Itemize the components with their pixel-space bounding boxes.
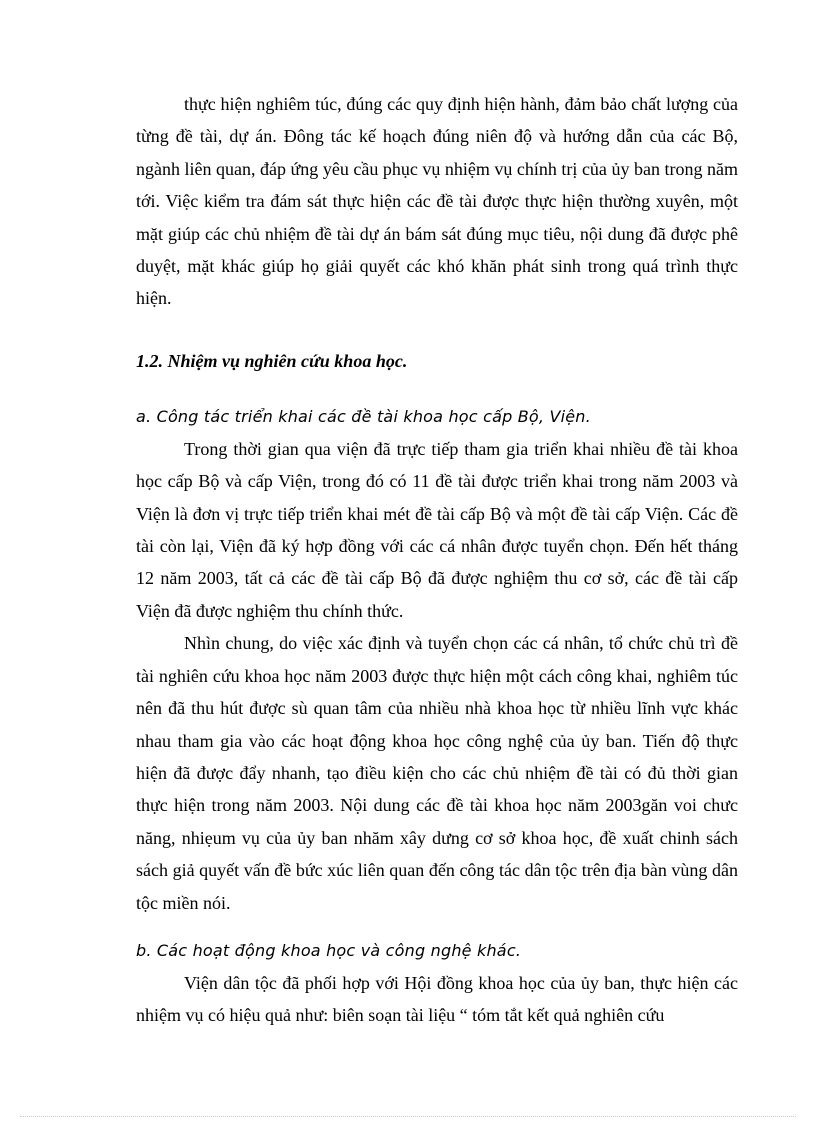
paragraph-other-activities: Viện dân tộc đã phối hợp với Hội đồng khoa học của ủy ban, thực hiện các nhiệm vụ có hiệu quả như: biên soạn tài liệu “ tóm tắt kết quả nghiên cứu [136,972,738,1026]
spacer [136,919,738,935]
subheading-a: a. Công tác triển khai các đề tài khoa học cấp Bộ, Viện. [136,406,591,426]
page-bottom-divider [20,1116,796,1117]
spacer [136,377,738,401]
paragraph-overview: Nhìn chung, do việc xác định và tuyển chọn các cá nhân, tổ chức chủ trì đề tài nghiên cứu khoa học năm 2003 được thực hiện một cách công khai, nghiêm túc nên đã thu hút được sù quan tâm của nhiều nhà khoa học từ nhiều lĩnh vực khác nhau tham gia vào các hoạt động khoa học công nghệ của ủy ban. Tiến độ thực hiện đã được đẩy nhanh, tạo điều kiện cho các chủ nhiệm đề tài có đủ thời gian thực hiện trong năm 2003. Nội dung các đề tài khoa học năm 2003găn voi chưc năng, nhiẹum vụ của ủy ban nhăm xây dưng cơ sở khoa học, đề xuất chinh sách sách giả quyết vấn đề bức xúc liên quan đến công tác dân tộc trên địa bàn vùng dân tộc miền nói. [136,633,738,913]
document-body [136,88,738,1032]
subheading-b: b. Các hoạt động khoa học và công nghệ khác. [136,940,522,960]
paragraph-deployment: Trong thời gian qua viện đã trực tiếp tham gia triển khai nhiều đề tài khoa học cấp Bộ và cấp Viện, trong đó có 11 đề tài được triển khai trong năm 2003 và Viện là đơn vị trực tiếp triển khai mét đề tài cấp Bộ và một đề tài cấp Viện. Các đề tài còn lại, Viện đã ký hợp đồng với các cá nhân được tuyển chọn. Đến hết tháng 12 năm 2003, tất cả các đề tài cấp Bộ đã được nghiệm thu cơ sở, các đề tài cấp Viện đã được nghiệm thu chính thức. [136,438,738,621]
paragraph-continuation: thực hiện nghiêm túc, đúng các quy định hiện hành, đảm bảo chất lượng của từng đề tài, dự án. Đông tác kế hoạch đúng niên độ và hướng dẫn của các Bộ, ngành liên quan, đáp ứng yêu cầu phục vụ nhiệm vụ chính trị của ủy ban trong năm tới. Việc kiểm tra đám sát thực hiện các đề tài được thực hiện thường xuyên, một mặt giúp các chủ nhiệm đề tài dự án bám sát đúng mục tiêu, nội dung đã được phê duyệt, mặt khác giúp họ giải quyết các khó khăn phát sinh trong quá trình thực hiện. [136,94,738,309]
section-heading: 1.2. Nhiệm vụ nghiên cứu khoa học. [136,350,408,371]
spacer [136,315,738,345]
